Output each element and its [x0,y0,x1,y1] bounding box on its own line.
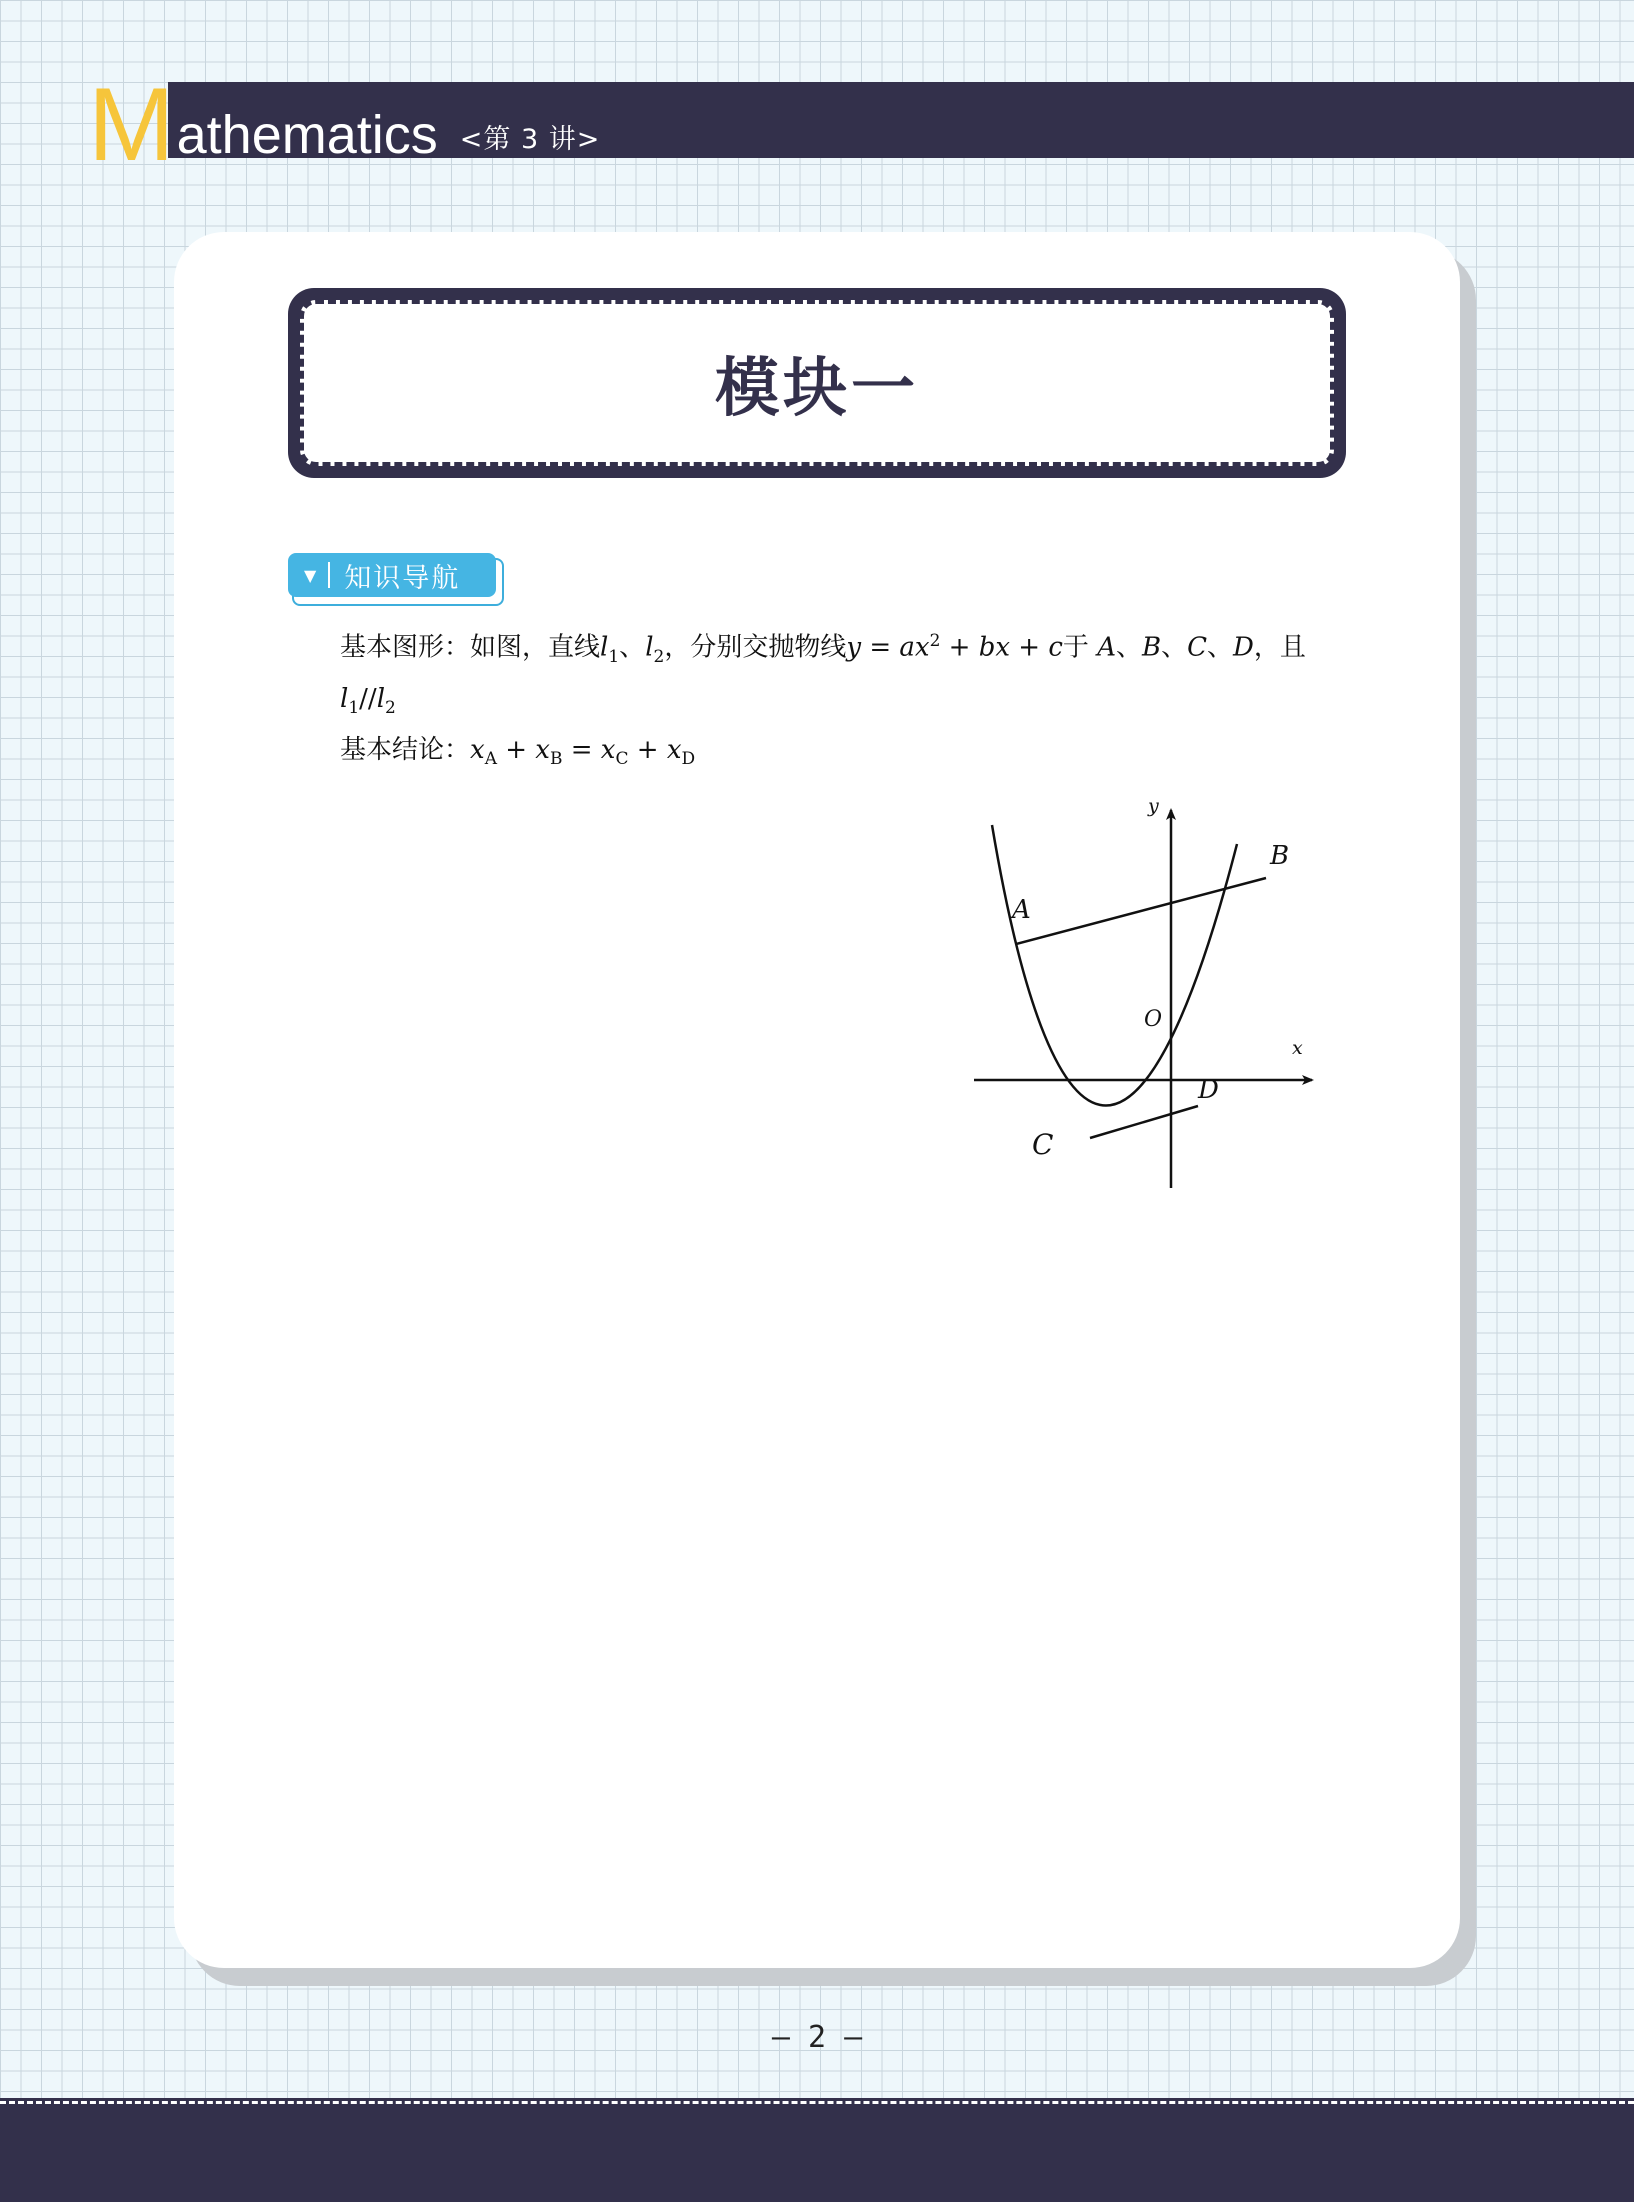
separator: 、 [1207,632,1234,663]
module-title-box [288,288,1346,478]
parabola-figure [960,790,1340,1210]
knowledge-text [340,620,1340,780]
eq-plus-1: + [940,632,979,663]
comma-text: ，分别交抛物线 [664,632,847,663]
l1-subscript: 1 [348,698,360,719]
parallel-symbol: // [359,683,377,714]
x-a: x [470,735,485,766]
module-title-frame [300,300,1334,466]
tag-divider [328,562,330,588]
page-number: – 2 – [771,2020,863,2055]
footer-dashed-line [0,2101,1634,2104]
point-b-label: B [1270,841,1290,871]
subscript-a: A [484,749,497,770]
conclusion-prefix: 基本结论： [340,735,471,766]
and-text: ，且 [1253,632,1306,663]
eq-y: y [846,632,862,663]
x-d: x [666,735,682,766]
eq-equals: = [861,632,900,663]
section-tag [288,553,502,603]
section-tag-face [288,553,496,597]
line-l1 [1016,878,1266,944]
line-l1: l [600,632,609,663]
subscript-d: D [681,749,696,770]
parabola-diagram [960,790,1340,1210]
point-c-label: C [1032,1128,1054,1161]
point-a-label: A [1012,895,1031,925]
y-axis-label: y [1148,795,1159,817]
subscript-b: B [549,749,563,770]
point-d-label: D [1198,1075,1219,1105]
plus-2: + [628,735,667,766]
eq-ax: ax [899,632,930,663]
brand-initial: M [88,67,175,183]
line-l1: l [340,683,349,714]
point-b: B [1141,632,1162,663]
origin-label: O [1144,1007,1163,1032]
conclusion-line [340,729,1340,780]
eq-exponent: 2 [929,631,941,651]
parallel-line [340,678,1340,729]
brand-name: athematics [176,105,438,165]
separator: 、 [1115,632,1142,663]
footer-bar [0,2098,1634,2202]
subscript-c: C [615,749,629,770]
x-axis-label: x [1292,1037,1303,1059]
point-a: A [1097,632,1116,663]
x-b: x [535,735,550,766]
parabola-curve [992,825,1237,1105]
equals: = [562,735,601,766]
eq-plus-2: + [1010,632,1049,663]
x-c: x [600,735,616,766]
line-l2: l [645,632,654,663]
yu-text: 于 [1062,632,1098,663]
l1-subscript: 1 [608,646,620,667]
triangle-down-icon: ▼ [304,565,317,585]
point-d: D [1233,632,1254,663]
module-title: 模块一 [715,352,919,426]
basic-figure-line [340,620,1340,678]
brand-logo [88,67,601,183]
lecture-number: <第 3 讲> [459,124,601,155]
line-l2: l [376,683,386,714]
section-tag-label: 知识导航 [344,562,461,594]
separator: 、 [619,632,646,663]
basic-figure-prefix: 基本图形：如图，直线 [340,632,601,663]
line-l2 [1090,1106,1198,1138]
eq-c: c [1048,632,1063,663]
separator: 、 [1161,632,1188,663]
l2-subscript: 2 [653,646,665,667]
point-c: C [1187,632,1208,663]
plus-1: + [496,735,536,766]
l2-subscript: 2 [385,698,396,719]
eq-bx: bx [978,632,1011,663]
